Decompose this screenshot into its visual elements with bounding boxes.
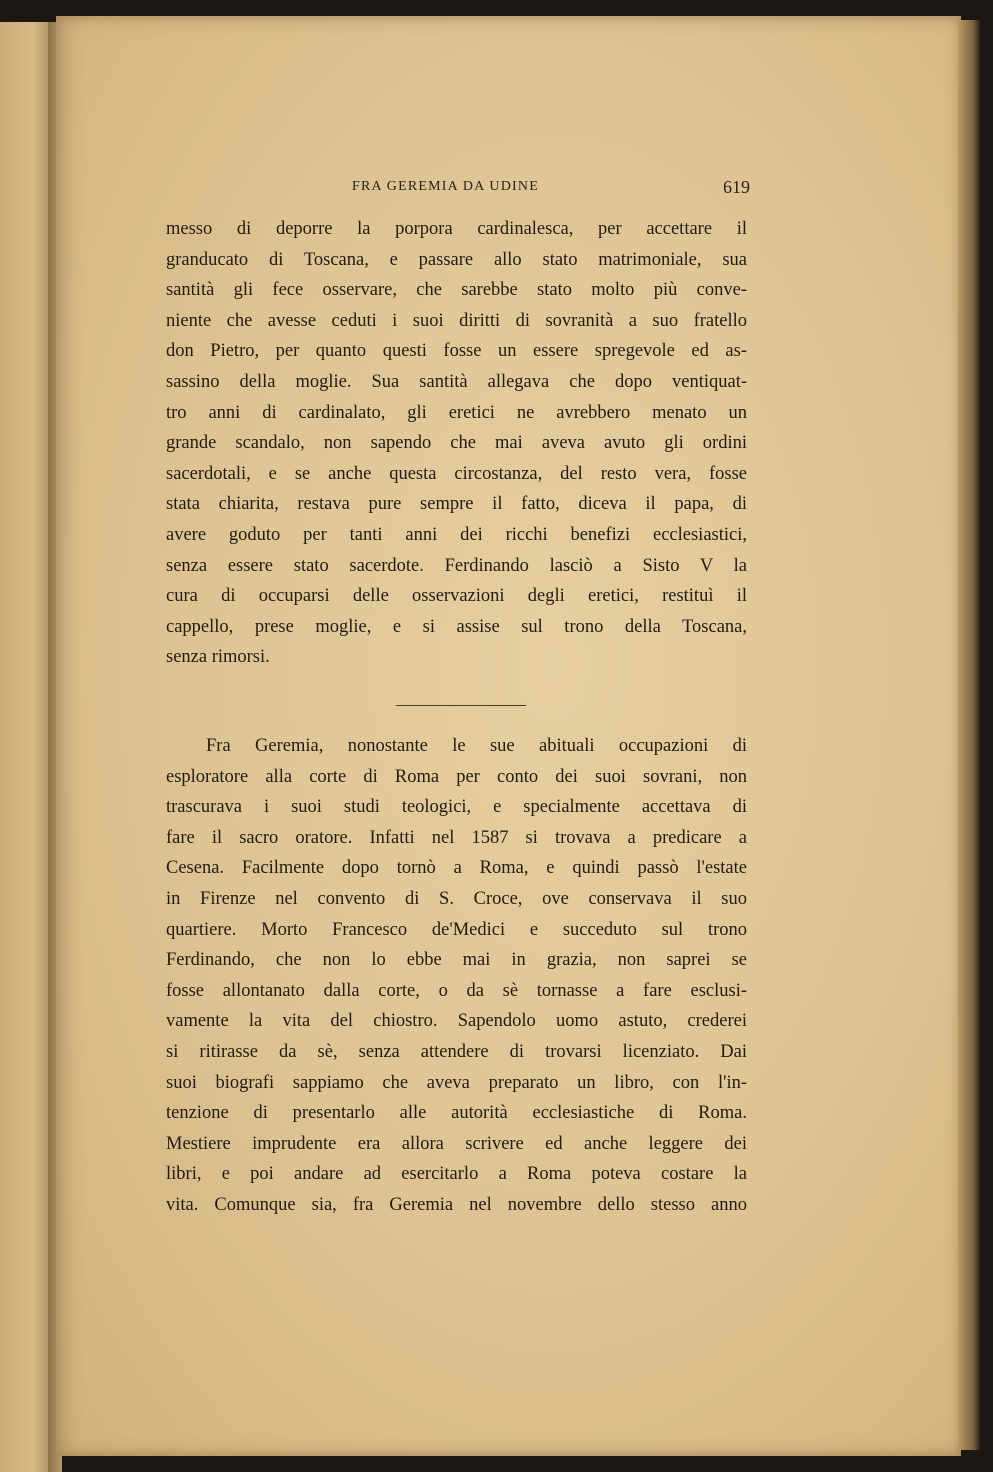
- text-line: Cesena. Facilmente dopo tornò a Roma, e quindi passò l'estate: [166, 858, 747, 879]
- text-line: senza essere stato sacerdote. Ferdinando lasciò a Sisto V la: [166, 555, 747, 576]
- text-line: sassino della moglie. Sua santità allegava che dopo ventiquat-: [166, 371, 747, 392]
- text-line: avere goduto per tanti anni dei ricchi benefizi ecclesiastici,: [166, 524, 747, 545]
- text-line: Ferdinando, che non lo ebbe mai in grazia, non saprei se: [166, 950, 747, 971]
- right-page-edge: [958, 20, 980, 1450]
- text-line: tenzione di presentarlo alle autorità ecclesiastiche di Roma.: [166, 1103, 747, 1124]
- text-line: fosse allontanato dalla corte, o da sè tornasse a fare esclusi-: [166, 980, 747, 1001]
- running-header: [166, 179, 750, 199]
- text-line: Fra Geremia, nonostante le sue abituali occupazioni di: [206, 736, 747, 756]
- text-line: santità gli fece osservare, che sarebbe stato molto più conve-: [166, 280, 747, 301]
- text-line: vamente la vita del chiostro. Sapendolo uomo astuto, crederei: [166, 1011, 747, 1032]
- text-line: Mestiere imprudente era allora scrivere ed anche leggere dei: [166, 1133, 747, 1154]
- text-line: fare il sacro oratore. Infatti nel 1587 si trovava a predicare a: [166, 827, 747, 848]
- text-line: suoi biografi sappiamo che aveva preparato un libro, con l'in-: [166, 1072, 747, 1093]
- text-line: grande scandalo, non sapendo che mai aveva avuto gli ordini: [166, 433, 747, 454]
- page-number: 619: [723, 177, 750, 197]
- paragraph-continued: [166, 214, 747, 673]
- text-line: quartiere. Morto Francesco de'Medici e succeduto sul trono: [166, 919, 747, 940]
- text-line: niente che avesse ceduti i suoi diritti di sovranità a suo fratello: [166, 310, 747, 331]
- text-line: in Firenze nel convento di S. Croce, ove conservava il suo: [166, 888, 747, 909]
- text-line: vita. Comunque sia, fra Geremia nel novembre dello stesso anno: [166, 1194, 747, 1215]
- text-line: esploratore alla corte di Roma per conto dei suoi sovrani, non: [166, 766, 747, 787]
- text-line: sacerdotali, e se anche questa circostanza, del resto vera, fosse: [166, 463, 747, 484]
- section-separator-rule: [396, 705, 526, 706]
- left-page-edge: [0, 22, 54, 1472]
- text-line: cappello, prese moglie, e si assise sul trono della Toscana,: [166, 616, 747, 637]
- text-line: messo di deporre la porpora cardinalesca, per accettare il: [166, 219, 747, 239]
- text-line: senza rimorsi.: [166, 647, 270, 668]
- running-title: FRA GEREMIA DA UDINE: [352, 179, 539, 194]
- text-line: libri, e poi andare ad esercitarlo a Roma poteva costare la: [166, 1164, 747, 1185]
- text-line: si ritirasse da sè, senza attendere di trovarsi licenziato. Dai: [166, 1041, 747, 1062]
- text-line: trascurava i suoi studi teologici, e specialmente accettava di: [166, 797, 747, 818]
- paragraph-fra-geremia: [166, 731, 747, 1221]
- text-line: don Pietro, per quanto questi fosse un essere spregevole ed as-: [166, 341, 747, 362]
- text-line: stata chiarita, restava pure sempre il fatto, diceva il papa, di: [166, 494, 747, 515]
- text-line: granducato di Toscana, e passare allo stato matrimoniale, sua: [166, 249, 747, 270]
- text-line: tro anni di cardinalato, gli eretici ne avrebbero menato un: [166, 402, 747, 423]
- text-line: cura di occuparsi delle osservazioni degli eretici, restituì il: [166, 586, 747, 607]
